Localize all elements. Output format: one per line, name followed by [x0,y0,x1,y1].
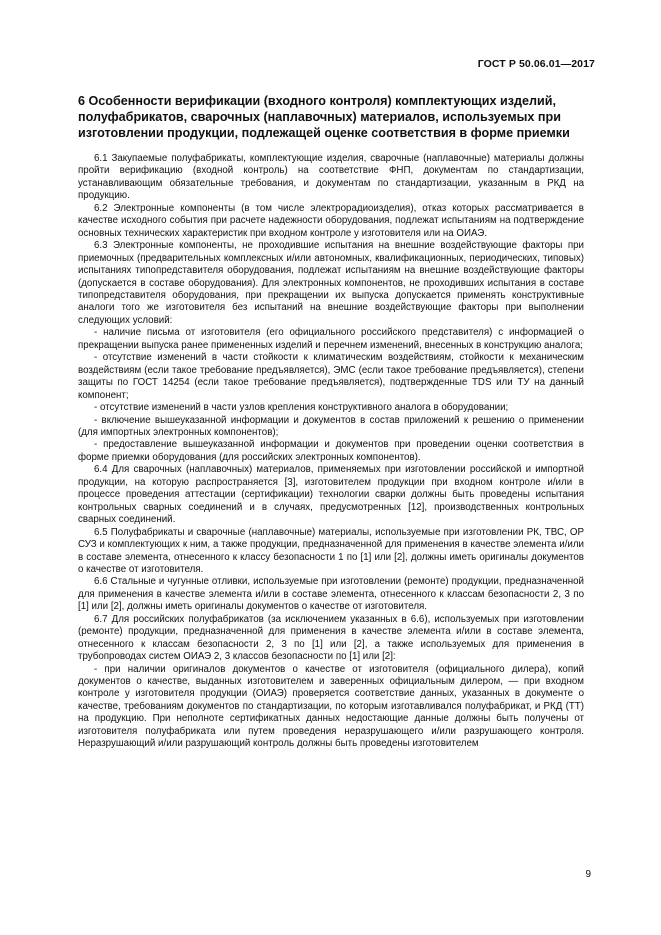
paragraph-6-3: 6.3 Электронные компоненты, не проходившие испытания на внешние воздействующие факторы при приемочных (предварительных комплексных и/или автономных, квалификационных, периодических, типовых) испытаниях типопредставителя оборудования, подлежат испытаниям на внешние воздействующие факторы (допускается в составе оборудования). Для электронных компонентов, не проходивших испытания в составе типопредставителя оборудования, при прекращении их выпуска допускается применять конструктивные аналоги того же изготовителя без испытаний на внешние воздействующие факторы при выполнении следующих условий: [78,240,584,326]
paragraph-6-1: 6.1 Закупаемые полуфабрикаты, комплектующие изделия, сварочные (наплавочные) материалы должны пройти верификацию (входной контроль) на соответствие ФНП, документам по стандартизации, устанавливающим обязательные требования, и документам по стандартизации, указанным в РКД на продукцию. [78,153,584,202]
paragraph-6-4: 6.4 Для сварочных (наплавочных) материалов, применяемых при изготовлении российской и импортной продукции, на которую распространяется [3], изготовителем продукции при входном контроле и/или в процессе проведения аттестации (сертификации) технологии сварки должны быть проведены испытания контрольных сварных соединений и в случаях, предусмотренных [12], производственных контрольных сварных соединений. [78,464,584,526]
list-item: - предоставление вышеуказанной информации и документов при проведении оценки соответствия в форме приемки оборудования (для российских электронных компонентов). [78,439,584,463]
list-item: - при наличии оригиналов документов о качестве от изготовителя (официального дилера), копий документов о качестве, выданных изготовителем и заверенных официальным дилером, — при входном контроле у изготовителя продукции (ОИАЭ) проверяется соответствие данных, указанных в документе о качестве, требованиям документов по стандартизации, по которым изготавливался полуфабрикат, и РКД (ТТ) на продукцию. При неполноте сертификатных данных недостающие данные должны быть получены от изготовителя полуфабриката или путем проведения неразрушающего и/или разрушающего контроля. Неразрушающий и/или разрушающий контроль должны быть проведены изготовителем [78,663,584,750]
paragraph-6-6: 6.6 Стальные и чугунные отливки, используемые при изготовлении (ремонте) продукции, предназначенной для применения в качестве элемента и/или в составе элемента, отнесенного к классам безопасности 2, 3 по [1] или [2], должны иметь оригиналы документов о качестве от изготовителя. [78,576,584,613]
list-item: - отсутствие изменений в части стойкости к климатическим воздействиям, стойкости к механическим воздействиям (если такое требование предъявляется), ЭМС (если такое требование предъявляется), степени защиты по ГОСТ 14254 (если такое требование предъявляется), подтвержденные TDS или ТУ на данный компонент; [78,352,584,401]
paragraph-6-2: 6.2 Электронные компоненты (в том числе электрорадиоизделия), отказ которых рассматривается в качестве исходного события при расчете надежности оборудования, подлежат испытаниям на подтверждение основных технических характеристик при входном контроле у изготовителя или на ОИАЭ. [78,202,584,239]
page-number: 9 [585,869,591,880]
paragraph-6-5: 6.5 Полуфабрикаты и сварочные (наплавочные) материалы, используемые при изготовлении РК, ТВС, ОР СУЗ и комплектующих к ним, а также продукции, предназначенной для применения в качестве элемента и/или в составе элемента, отнесенного к классу безопасности 1 по [1] или [2], должны иметь оригиналы документов о качестве от изготовителя. [78,526,584,575]
standard-code: ГОСТ Р 50.06.01—2017 [477,58,595,70]
section-title: 6 Особенности верификации (входного контроля) комплектующих изделий, полуфабрикатов, сварочных (наплавочных) материалов, используемых при изготовлении продукции, подлежащей оценке соответствия в форме приемки [78,94,570,140]
paragraph-6-7: 6.7 Для российских полуфабрикатов (за исключением указанных в 6.6), используемых при изготовлении (ремонте) продукции, предназначенной для применения в качестве элемента и/или в составе элемента, отнесенного к классам безопасности 2, 3 по [1] или [2], а также используемых для применения в трубопроводах систем ОИАЭ 2, 3 классов безопасности по [1] или [2]: [78,613,584,663]
list-item: - включение вышеуказанной информации и документов в состав приложений к решению о применении (для импортных электронных компонентов); [78,414,584,438]
section-content [78,93,584,751]
list-item: - отсутствие изменений в части узлов крепления конструктивного аналога в оборудовании; [94,402,509,414]
list-item: - наличие письма от изготовителя (его официального российского представителя) с информацией о прекращении выпуска ранее примененных изделий и перечнем изменений, внесенных в конструкцию аналога; [78,327,584,351]
